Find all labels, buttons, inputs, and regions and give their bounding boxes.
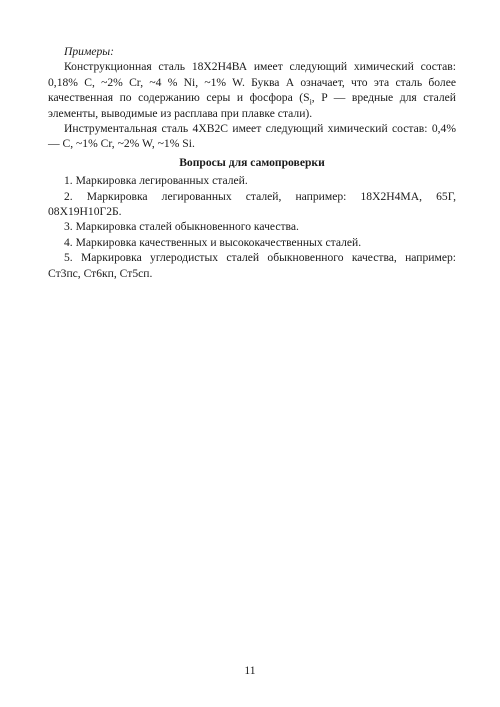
example-1-text-end: , P — вредные для сталей элементы, выводимые из расплава при плавке стали).	[48, 91, 456, 120]
question-item: 4. Маркировка качественных и высококачественных сталей.	[64, 235, 362, 249]
page-number: 11	[244, 664, 256, 677]
examples-label-line	[48, 44, 456, 59]
example-1-text: Конструкционная сталь 18Х2Н4ВА имеет следующий химический состав: 0,18% С, ~2% Cr, ~4 % Ni, ~1% W. Буква А означает, что эта сталь более качественная по содержанию серы и фосфора (S	[48, 60, 456, 105]
example-paragraph-1	[48, 59, 456, 121]
question-item: 2. Маркировка легированных сталей, например: 18Х2Н4МА, 65Г, 08Х19Н10Г2Б.	[48, 189, 456, 219]
questions-list	[48, 173, 456, 281]
example-paragraph-2: Инструментальная сталь 4ХВ2С имеет следующий химический состав: 0,4% — С, ~1% Cr, ~2% W, ~1% Si.	[48, 122, 456, 151]
question-item: 5. Маркировка углеродистых сталей обыкновенного качества, например: Ст3пс, Ст6кп, Ст5сп.	[48, 251, 456, 280]
questions-heading: Вопросы для самопроверки	[179, 155, 325, 169]
question-item: 1. Маркировка легированных сталей.	[64, 174, 248, 188]
examples-label: Примеры:	[64, 45, 115, 58]
example-1-subscript: i	[309, 97, 312, 107]
question-item: 3. Маркировка сталей обыкновенного качества.	[64, 220, 299, 234]
page-body	[48, 44, 456, 281]
